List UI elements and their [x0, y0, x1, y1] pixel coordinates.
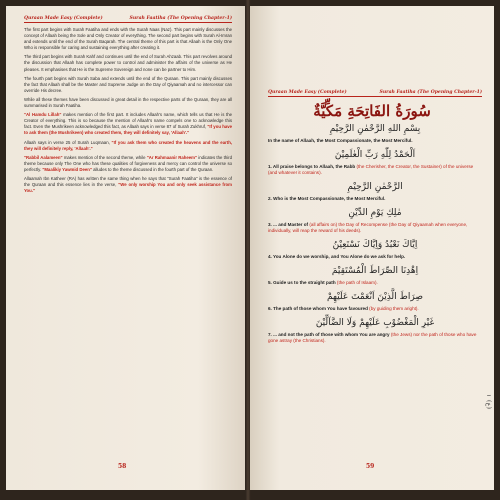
verse-arabic: مٰلِكِ يَوْمِ الدِّيْنِ [348, 208, 402, 218]
quoted-phrase: "Rabbil Aalameen" [24, 154, 63, 160]
left-paragraph [24, 97, 232, 109]
verse-translation [268, 164, 482, 176]
left-paragraph [24, 176, 232, 194]
left-paragraph [24, 76, 232, 94]
quoted-phrase: "We only worship You and only seek assistance from You." [24, 182, 232, 194]
right-page [250, 6, 494, 490]
verse-translation [268, 306, 482, 312]
paragraph-text: Allaamah Ibn Katheer (RA) has written the same thing when he says that "Surah Faatiha" is the essence of the Quraan and this essence lies in the verse, [24, 175, 232, 188]
left-paragraph [24, 112, 232, 136]
quoted-phrase: "If you have to ask them (the Mushrikeen) who created them, they will definitely say, 'Allaah'." [24, 124, 233, 136]
verse-translation-text: 3. ... and Master of [268, 222, 309, 227]
left-header-chapter-title: Surah Faatiha (The Opening Chapter-1) [129, 16, 232, 21]
verse-commentary-note: (all affairs on) the Day of Recompense (the Day of Qiyaamah when everyone, individually, will reap the reward of his deeds). [268, 222, 468, 233]
paragraph-text: indicates the third theme because only The One who has these qualities of forgiveness and mercy can control the universe so perfectly. [24, 154, 232, 172]
left-paragraph [24, 27, 232, 51]
verse-commentary-note: (the Cherisher, the Creator, the Sustainer) of the universe (and whatever it contains). [268, 164, 474, 175]
verse-translation-text: In the name of Allaah, the Most Compassionate, the Most Merciful. [268, 138, 413, 143]
quoted-phrase: "If you ask them who created the heavens and the earth, they will definitely reply, 'Allaah'." [24, 139, 233, 151]
verse-commentary-note: (the path of Islaam). [335, 280, 378, 285]
right-running-header [268, 90, 482, 97]
ruku-marker: ۱ ﴾ع﴿ [485, 394, 492, 410]
verse-translation [268, 332, 482, 344]
left-header-book-title: Quraan Made Easy (Complete) [24, 16, 103, 21]
verse-arabic: اِيَّاكَ نَعْبُدُ وَاِيَّاكَ نَسْتَعِيْنُ [332, 240, 418, 250]
verse-translation-text: 5. Guide us to the straight path [268, 280, 336, 285]
paragraph-text: makes mention of the second theme, while [62, 154, 147, 160]
paragraph-text: The fourth part begins with Surah Saba and extends until the end of the Quraan. This part mainly discusses the fact that Allaah shall be the Master and Supreme Judge on the Day of Qiyaamah and no intercessor can override His decree. [24, 75, 232, 93]
paragraph-text: Allaah says in verse 25 of Surah Luqmaan, [24, 139, 112, 145]
verse-translation [268, 196, 482, 202]
verse-translation-text: 7. ... and not the path of those with whom You are angry [268, 332, 390, 337]
paragraph-text: makes mention of the first part. It includes Allaah's name, which tells us that He is the Creator of everything. This is so because the mention of Allaah's name compels one to acknowledge this fact. Even the Mushrikeen acknowledged this fact, as Allaah says in verse 87 of Surah Zukhruf, [24, 112, 232, 130]
verse-translation [268, 138, 482, 144]
verse-arabic: بِسْمِ اللهِ الرَّحْمٰنِ الرَّحِيْمِ [329, 124, 421, 134]
verse-translation-text: 1. All praise belongs to Allaah, the Rabb [268, 164, 356, 169]
verse-arabic: اِهْدِنَا الصِّرَاطَ الْمُسْتَقِيْمَ [331, 266, 419, 276]
verse-translation [268, 254, 482, 260]
quoted-phrase: "Ar Rahmaanir Raheem" [146, 154, 197, 160]
left-paragraph [24, 54, 232, 72]
verse-arabic: غَيْرِ الْمَغْضُوْبِ عَلَيْهِمْ وَلَا الضَّآلِّيْنَ [315, 318, 435, 328]
verse-commentary-note: (the Jews) nor the path of those who have gone astray (the Christians). [268, 332, 477, 343]
verse-translation [268, 222, 482, 234]
left-page [6, 6, 246, 490]
verse-list [268, 124, 482, 352]
left-page-number: 58 [118, 463, 127, 470]
verse-translation [268, 280, 482, 286]
quoted-phrase: "Maalikiy Yawmid Deen" [42, 166, 92, 172]
paragraph-text: alludes to the theme discussed in the fourth part of the Quraan. [91, 166, 214, 172]
left-running-header [24, 16, 232, 23]
verse-translation-text: 6. The path of those whom You have favoured [268, 306, 368, 311]
surah-title-calligraphy: سُورَةُ الفَاتِحَةِ مَكِّيَّةٌ [313, 102, 431, 120]
right-page-number: 59 [366, 463, 375, 470]
verse-arabic: صِرَاطَ الَّذِيْنَ اَنْعَمْتَ عَلَيْهِمْ [327, 292, 423, 302]
verse-arabic: اَلْحَمْدُ لِلّٰهِ رَبِّ الْعٰلَمِيْنَ [334, 150, 416, 160]
verse-commentary-note: (by guiding them aright). [367, 306, 419, 311]
verse-translation-text: 4. You Alone do we worship, and You Alone do we ask for help. [268, 254, 406, 259]
left-paragraph [24, 140, 232, 152]
right-header-chapter-title: Surah Faatiha (The Opening Chapter-1) [379, 90, 482, 95]
left-paragraph [24, 155, 232, 173]
quoted-phrase: "Al Hamdu Lillah" [24, 112, 62, 118]
paragraph-text: While all these themes have been discussed in great detail in the respective parts of the Quraan, they are all summarised in Surah Faatiha. [24, 96, 232, 109]
verse-arabic: الرَّحْمٰنِ الرَّحِيْمِ [347, 182, 403, 192]
left-page-body [24, 27, 232, 194]
paragraph-text: The first part begins with Surah Faatiha and ends with the Surah Naas (Naz). This part mainly discusses the concept of Allaah being the Sole and Only Creator of everything. The second part begins with Surah Al-Imran and extends until the end of the Surah Baqarah. The central theme of this part is that Allaah is the Only One Who is responsible for caring and sustaining everything after creating it. [24, 27, 232, 51]
verse-translation-text: 2. Who is the Most Compassionate, the Most Merciful. [268, 196, 386, 201]
paragraph-text: The third part begins with Surah Kahf and continues until the end of Surah Ahzaab. This part revolves around the discussion that Allaah has complete power to control and administer the affairs of the universe as He pleases. It emphasises that He is the Supreme Sovereign and none can be partner to Him. [24, 54, 232, 72]
right-header-book-title: Quraan Made Easy (Complete) [268, 90, 347, 95]
